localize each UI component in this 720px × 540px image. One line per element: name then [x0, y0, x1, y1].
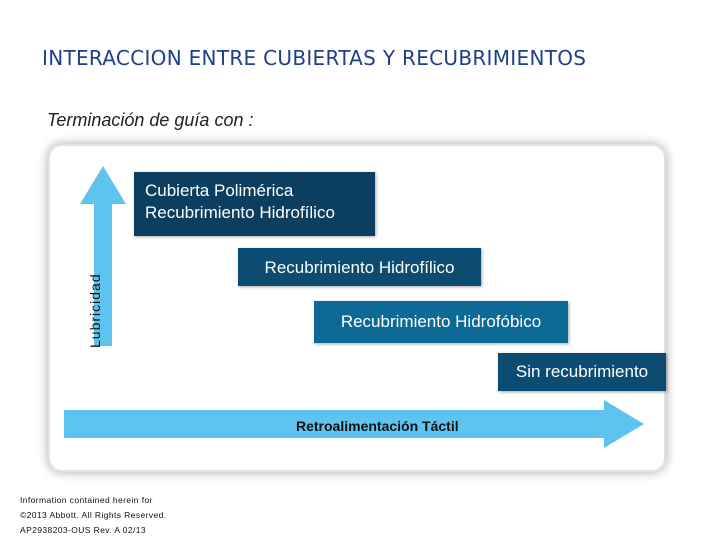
- level-line: Cubierta Polimérica: [145, 181, 294, 200]
- level-no-coating: Sin recubrimiento: [498, 353, 666, 391]
- footer-legal: [20, 493, 167, 538]
- level-hydrophobic-coating: Recubrimiento Hidrofóbico: [314, 301, 568, 343]
- slide-title: INTERACCION ENTRE CUBIERTAS Y RECUBRIMIENTOS: [42, 46, 587, 70]
- footer-line: Information contained herein for: [20, 495, 153, 505]
- footer-line: ©2013 Abbott. All Rights Reserved.: [20, 510, 167, 520]
- tactile-feedback-axis-label: Retroalimentación Táctil: [296, 418, 459, 434]
- slide-subtitle: Terminación de guía con :: [47, 110, 254, 130]
- lubricity-axis-label: Lubricidad: [87, 273, 103, 348]
- level-hydrophilic-coating: Recubrimiento Hidrofílico: [238, 248, 481, 286]
- footer-line: AP2938203-OUS Rev. A 02/13: [20, 525, 147, 535]
- level-polymer-cover-hydrophilic: [134, 172, 375, 236]
- level-line: Recubrimiento Hidrofílico: [145, 203, 335, 222]
